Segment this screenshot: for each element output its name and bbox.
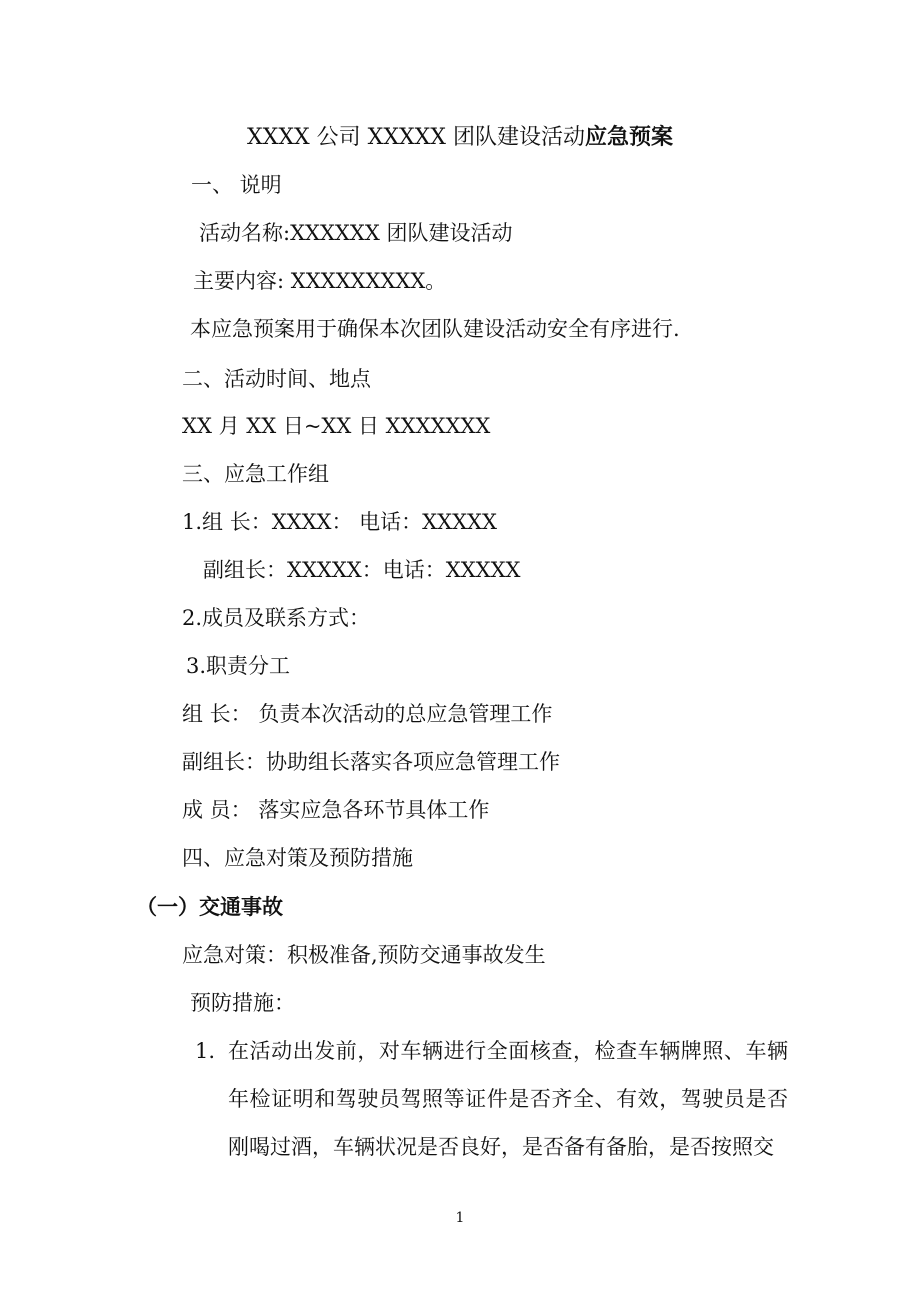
main-content: 主要内容: XXXXXXXXX。 <box>193 269 447 293</box>
page-number: 1 <box>455 1210 465 1226</box>
members-contact: 2.成员及联系方式： <box>182 606 371 630</box>
document-title <box>0 124 920 152</box>
activity-name: 活动名称:XXXXXX 团队建设活动 <box>199 221 513 245</box>
title-bold: 应急预案 <box>584 125 673 150</box>
deputy-line: 副组长：XXXXX：电话：XXXXX <box>203 558 521 582</box>
section-3-heading: 三、应急工作组 <box>182 462 329 486</box>
time-place: XX 月 XX 日~XX 日 XXXXXXX <box>182 414 491 438</box>
section-1-heading: 一、 说明 <box>191 173 282 197</box>
prevention-heading: 预防措施： <box>190 991 295 1015</box>
section-4-heading: 四、应急对策及预防措施 <box>182 846 413 870</box>
duty-member: 成 员： 落实应急各环节具体工作 <box>182 798 490 822</box>
countermeasure: 应急对策：积极准备,预防交通事故发生 <box>182 943 546 967</box>
leader-line: 1.组 长：XXXX： 电话：XXXXX <box>182 510 497 534</box>
duty-deputy: 副组长：协助组长落实各项应急管理工作 <box>182 750 560 774</box>
purpose-statement: 本应急预案用于确保本次团队建设活动安全有序进行. <box>190 317 680 341</box>
duty-leader: 组 长： 负责本次活动的总应急管理工作 <box>182 702 553 726</box>
section-2-heading: 二、活动时间、地点 <box>182 367 371 391</box>
subsection-traffic-heading: （一）交通事故 <box>136 895 283 919</box>
list-item-number: 1. <box>195 1039 216 1063</box>
list-item-text: 在活动出发前，对车辆进行全面核查，检查车辆牌照、车辆年检证明和驾驶员驾照等证件是否齐全、有效，驾驶员是否刚喝过酒，车辆状况是否良好，是否备有备胎，是否按照交 <box>228 1039 788 1159</box>
title-normal: XXXX 公司 XXXXX 团队建设活动 <box>247 125 585 150</box>
duties-heading: 3.职责分工 <box>186 654 291 678</box>
